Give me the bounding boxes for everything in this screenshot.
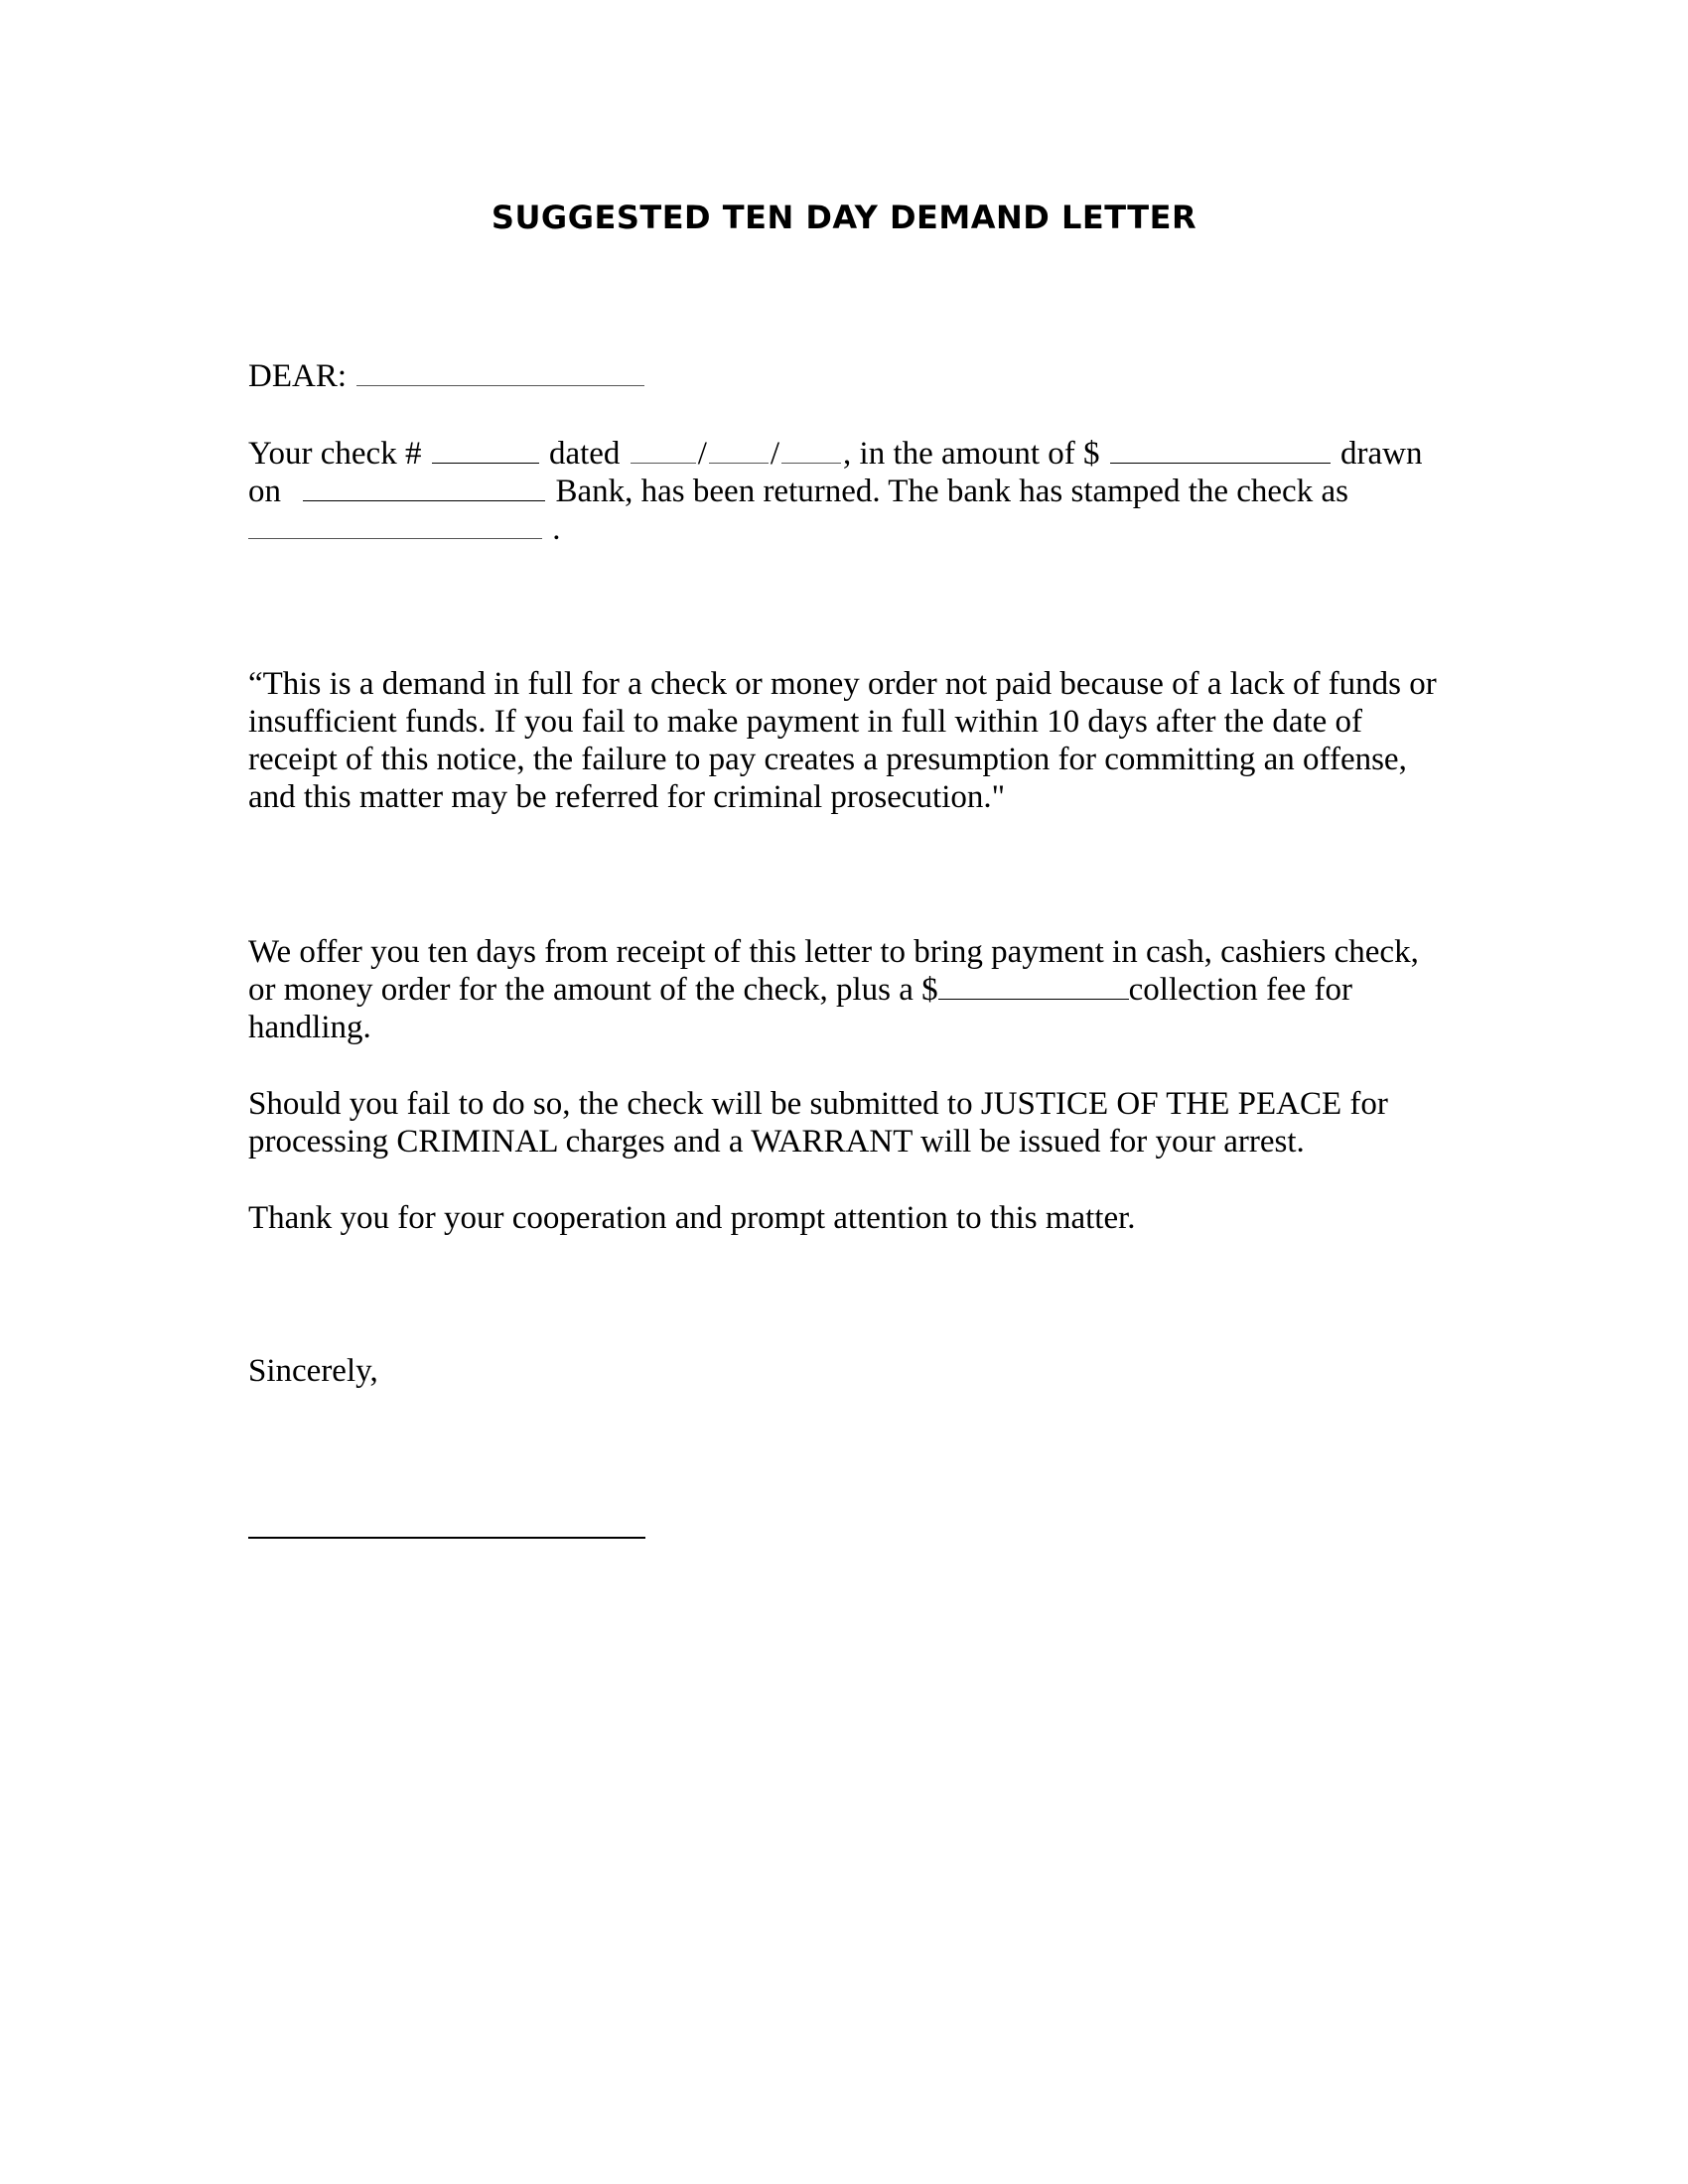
dated-label: dated — [548, 436, 621, 472]
check-details-paragraph — [248, 435, 1440, 548]
date-day-blank[interactable] — [709, 436, 769, 464]
date-year-blank[interactable] — [781, 436, 841, 464]
your-check-label: Your check # — [248, 436, 422, 472]
collection-fee-blank[interactable] — [938, 972, 1129, 1000]
date-separator-2: / — [770, 436, 780, 472]
salutation-line — [248, 357, 1440, 395]
warning-paragraph: Should you fail to do so, the check will be submitted to JUSTICE OF THE PEACE for processing CRIMINAL charges and a WARRANT will be issued for your arrest. — [248, 1086, 1388, 1160]
date-month-blank[interactable] — [631, 436, 696, 464]
thanks-paragraph: Thank you for your cooperation and prompt attention to this matter. — [248, 1200, 1136, 1236]
stamp-reason-blank[interactable] — [248, 511, 542, 539]
signature-line[interactable] — [248, 1537, 645, 1539]
amount-label: , in the amount of $ — [843, 436, 1100, 472]
stamp-period: . — [552, 511, 561, 547]
offer-paragraph — [248, 933, 1440, 1046]
demand-quote-paragraph: “This is a demand in full for a check or money order not paid because of a lack of funds or insufficient funds. If you fail to make payment in full within 10 days after the date of receipt of this notice, the failure to pay creates a presumption for committing an offense, and this matter may be referred for criminal prosecution." — [248, 666, 1437, 815]
drawn-label: drawn — [1340, 436, 1423, 472]
offer-text-before: We offer you ten days from receipt of this letter to bring payment in cash, cashiers check, or money order for the amount of the check, plus a $ — [248, 934, 1419, 1008]
recipient-name-blank[interactable] — [356, 358, 644, 386]
date-separator-1: / — [697, 436, 707, 472]
closing: Sincerely, — [248, 1353, 378, 1389]
offer-text-after: collection fee for handling. — [248, 972, 1353, 1045]
document-title: SUGGESTED TEN DAY DEMAND LETTER — [491, 199, 1197, 236]
salutation-label: DEAR: — [248, 358, 347, 394]
bank-name-blank[interactable] — [303, 474, 545, 501]
on-label: on — [248, 474, 281, 509]
amount-blank[interactable] — [1110, 436, 1331, 464]
check-number-blank[interactable] — [432, 436, 539, 464]
bank-returned-text: Bank, has been returned. The bank has stamped the check as — [555, 474, 1348, 509]
